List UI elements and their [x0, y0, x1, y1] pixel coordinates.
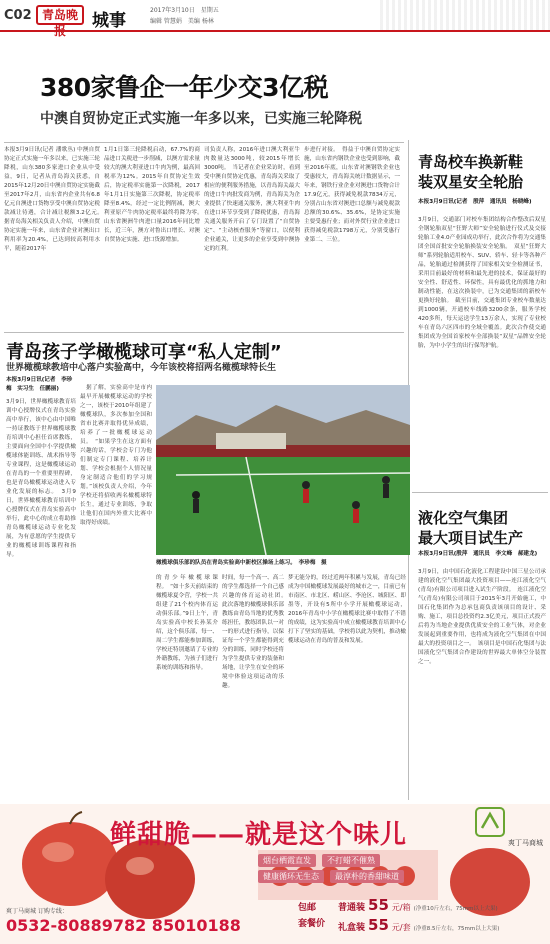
right1-headline: 青岛校车换新鞋 装双星安全轮胎: [418, 153, 524, 191]
ad-brand: 爽丁马商城: [508, 839, 543, 847]
right2-byline: 本报3月9日讯(殷萍 通讯员 李文峰 郝建龙): [418, 551, 538, 557]
rugby-field-illustration: [156, 385, 410, 555]
lead-subhead: 中澳自贸协定正式实施一年多以来，已实施三轮降税: [40, 111, 362, 127]
ad-price-box: [298, 892, 548, 942]
photo-caption: 橄榄球俱乐部的队员在青岛实验高中新校区操场上练习。 李珍梅 摄: [156, 560, 327, 566]
price-line: [338, 896, 498, 914]
lead-column-2: 1月1日第三轮降税启动，67.7%的商品进口关税进一步削减，以澳方需求量较大的澳大利亚进口牛肉为例，最高回税率为12%。2015年自贸协定生效后，协定税率实施第一次降税，2017年1月1日实施第三次降税，协定税率降至8.4%，经过一定比例削减，澳大利亚原产牛肉协定税率最终将降为零。 山东省澳洲牛肉进口量2016年同比增长，近三年，澳方对鲁出口增长、对澳自贸协定实施、进口货源增加。: [104, 147, 206, 243]
divider: [412, 492, 548, 493]
gift-label-2: 套餐价: [298, 919, 326, 929]
price-note: (净重10斤左右，75mm以上大果): [413, 906, 498, 912]
story2-column-3: 的青少年橄榄球课程。 “如十多天前结束的橄榄球夏令营，学校一共组建了21个校内体育运动俱乐部。”9日上午，青岛实验高中校长孙某介绍，这个俱乐部，每一、周二学生都能参加训练，学校还特别邀请了专业的外籍教练，为孩子们进行系统的训练和指导。: [156, 575, 218, 671]
right2-headline: 液化空气集团 最大项目试生产: [418, 509, 524, 547]
divider: [4, 142, 404, 143]
story2-subhead: 世界橄榄球教培中心落户实验高中，今年该校将招两名橄榄球特长生: [6, 363, 277, 373]
story2-headline: 青岛孩子学橄榄球可享“私人定制”: [6, 342, 282, 363]
ad-tags-row-2: [258, 870, 404, 883]
story2-column-4: 时间，每一个高一、高二的学生都选择一个自己感兴趣的体育运动社团。 此次落地的橄榄球俱乐部教练由青岛当地的优秀教练担任，教练团队以一对一的形式进行指导，以保证每一个学生都能得到充分的训练，同时学校还将为学生提供专业的装备和场地，让学生在安全的环境中体验这项运动的乐趣。: [222, 575, 290, 689]
divider: [4, 332, 404, 333]
price-unit: 元/套: [391, 923, 411, 932]
story2-column-5: 梦无能分的，经过近两年积累与发展，青岛已经成为中国橄榄球发展最好的城市之一，目前已有市南区、市北区、崂山区、李沧区、城阳区、即墨等，开设有5所中小学开展橄榄球运动，2016年青岛中小学在橄榄球比赛中取得了不错的成绩，这为实验高中成立橄榄球教育培训中心打下了坚实的基础，学校将以此为契机，推动橄榄球运动在青岛的普及和发展。: [288, 575, 406, 644]
story2-column-1: 3月9日，世界橄榄球教育培训中心授牌仪式在青岛实验高中举行，该中心由中国唯一持证教练于世界橄榄球教育培训中心担任首席教练，主要面向全国中小学提供橄榄球体能训练、战术指导等专业课程，这是橄榄球运动在青岛的一个重要里程碑，也是青岛橄榄球运动进入专业化发展的标志。 3月9日，世界橄榄球教育培训中心授牌仪式在青岛实验高中举行，此中心的成立将助推青岛橄榄球运动专业化发展，为有意愿的学生提供专业的橄榄球训练课程和指导。: [6, 399, 76, 558]
right1-byline: 本报3月9日讯(记者 殷萍 通讯员 杨晓峰): [418, 199, 532, 205]
lead-column-3: 司负责人称，2016年进口澳大利亚牛肉数量达3000吨，较2015年增长3000吨。 当记者在企业采访时，看到受中澳自贸协定优惠，青岛海关采取了相应的便利服务措施，以青岛海关最大的进口牛肉批发商为例，青岛海关为企业提供了快速通关服务，澳大利亚牛肉在进口环节享受到了降税优惠，青岛海关通关服务开启了专门设置了“自贸协定”、“主动核查服务”等窗口，以便利企业通关，让更多的企业享受到中澳协定的红利。: [204, 147, 300, 252]
price-name: 普通装: [338, 903, 366, 913]
newspaper-logo: 青岛晚报: [36, 5, 84, 25]
story2-column-2: 据了解，实验高中是市内最早开展橄榄球运动的学校之一，该校于2010年组建了橄榄球队，多次参加全国和省市比赛并取得优异成绩，培养了一批橄榄球运动员。 “如果学生在这方面有兴趣的话，学校会专门为他们制定专门课程、培养计划、学校会根据个人情况量身定制适合他们的学习规划。”该校负责人介绍，今年学校还将招收两名橄榄球特长生，通过专业训练，争取让他们在国内外重大比赛中取得好成绩。: [80, 385, 152, 526]
lead-headline: 380家鲁企一年少交3亿税: [40, 73, 329, 102]
gift-label-1: 包邮: [298, 903, 317, 913]
ad-hotline-label: 爽丁马商城 订购专线：: [6, 908, 68, 915]
price-line: [338, 916, 499, 934]
ad-tag: 最淳朴的香甜味道: [330, 870, 404, 883]
lead-column-4: 步进行对接。 得益于中澳自贸协定实施，山东省内钢铁企业也受到影响，截至2016年底，山东省对澳钢铁企业也受惠较大，青岛海关统计数据显示，一年来，钢铁行业企业对澳进口货物合计17.9亿元，获得减免税款7834万元，分别占山东省对澳进口总额与减免税款总额的30.6%、35.6%，是协定实施主要受惠行业；而对外贸行业企业进口获得减免税款1798万元，分别受惠行业第二、三位。: [304, 147, 400, 243]
right1-body: 3月9日，交通部门对校车集团结构合作整改后双星全钢轮胎双星“狂野大师”安全轮胎进行仪式及交接轮胎工业4.0产业园成功举行，此次合作将为交通集团全国首批安全轮胎换装安全轮胎。 双星“狂野大师”系列轮胎适用校车、SUV、轿车、轻卡等各种产品，轮胎通过检测获得了国家相关安全检测证书，采用目前最好的材料和最先进的技术，保证最好的安全性、舒适性、环保性，具有最优化的抓地力和制动性能，在这次换装中，已为交通集团的新校车更换好轮胎。 截至目前，交通集团专业校车数量达到1000辆，开通校车线路3200余条，服务学校420多所，每天运送学生13万余人，实现了专业校车在青岛六区四市的全域全覆盖。此次合作使交通集团成为全国首家校车全部换装“双星”品牌安全轮胎，为中小学生的出行保驾护航。: [418, 217, 546, 349]
story2-byline: 本报3月9日讯(记者 李珍梅 实习生 任鹏丽): [6, 377, 73, 392]
ad-tag: 烟台栖霞直发: [258, 854, 316, 867]
page-number: C02: [4, 8, 32, 23]
ad-tag: 不打蜡不催熟: [322, 854, 380, 867]
ad-tag: 健康循环无生态: [258, 870, 324, 883]
right2-body: 3月9日，由中国石化液化工程建设中国三星公司承建的液化空气集团最大投资项目——连江液化空气(青岛)有限公司项目进入试生产阶段。 连江液化空气(青岛)有限公司项目于2015年3月开始施工，中国石化集团作为总承包商负责该项目的设计、采购、施工，项目总投资约2.3亿美元，项目正式投产后将为当地企业提供优质安全的工业气体，对企业发展起到重要作用，也将成为液化空气集团在中国最大的投资项目之一。 该项目是中国石化集团与法国液化空气集团合作建设的世界最大单体空分装置之一。: [418, 569, 546, 665]
price-note: (净重8.5斤左右，75mm以上大果): [413, 926, 500, 932]
lead-column-1: 本报3月9日讯(记者 潘歌丛) 中澳自贸协定正式实施一年多以来，已实施三轮降税，山东380多家进口企业从中受益，9日，记者从青岛海关获悉，自2015年12月20日中澳自贸协定实施截至2017年2月，山东省内企业共有6.8亿元自澳进口货物享受中澳自贸协定税款减让待遇，合计减让税额3.2亿元。 据青岛海关相关负责人介绍，中澳自贸协定实施一年来，山东省企业对澳出口利用率为20.4%，已达到较高利用水平，随着2017年: [4, 147, 106, 252]
price-value: 55: [368, 916, 389, 934]
price-name: 礼盒装: [338, 923, 366, 933]
ad-phone: 0532-80889782 85010188: [6, 916, 241, 935]
header-pattern: [380, 0, 550, 30]
section-title: 城事: [92, 11, 126, 31]
editors-line: 编辑 管慧娟 美编 杨林: [150, 18, 214, 25]
rugby-photo: [156, 385, 410, 555]
price-unit: 元/箱: [391, 903, 411, 912]
ad-tags-row-1: [258, 854, 380, 867]
price-value: 55: [368, 896, 389, 914]
date-line: 2017年3月10日 星期五: [150, 7, 219, 14]
ad-title: 鲜甜脆——就是这个味儿: [110, 820, 408, 850]
